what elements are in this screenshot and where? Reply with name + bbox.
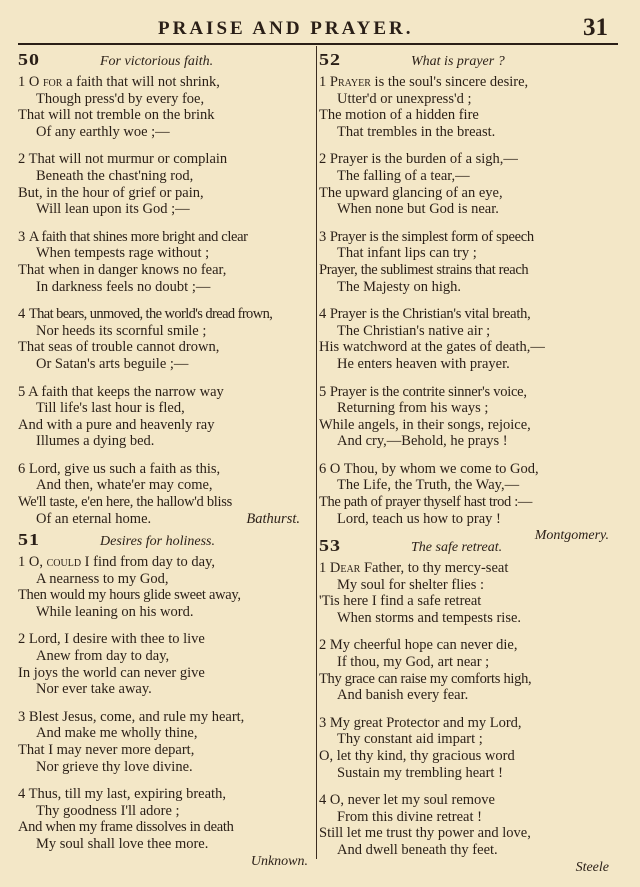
verse-line: Though press'd by every foe,	[36, 90, 205, 107]
hymn-number: 50	[18, 50, 40, 70]
stanza	[319, 151, 615, 217]
hymn-number: 51	[18, 530, 40, 550]
page-header	[0, 0, 640, 44]
verse-line: 'Tis here I find a safe retreat	[319, 593, 482, 610]
verse-line: The Christian's native air ;	[337, 322, 491, 339]
stanza	[18, 709, 314, 775]
verse-line: Of an eternal home. Bathurst.	[36, 510, 300, 527]
page-number: 31	[583, 14, 608, 41]
verse-line: If thou, my God, art near ;	[337, 653, 490, 670]
stanza	[319, 715, 615, 781]
verse-number: 3	[18, 708, 26, 725]
verse-number: 4	[18, 786, 26, 803]
verse-number: 2	[319, 151, 327, 168]
verse-line: My soul for shelter flies :	[337, 576, 484, 593]
verse-line: And dwell beneath thy feet.	[337, 841, 498, 858]
verse-line: Nor heeds its scornful smile ;	[36, 322, 207, 339]
hymn-author: Montgomery.	[534, 528, 609, 544]
verse-line: While leaning on his word.	[36, 603, 194, 620]
verse-line: 3 Blest Jesus, come, and rule my heart,	[18, 708, 245, 725]
verse-line: Thy goodness I'll adore ;	[36, 802, 180, 819]
verse-line: 2 My cheerful hope can never die,	[319, 637, 518, 654]
hymn-heading	[319, 534, 615, 560]
verse-line: That I may never more depart,	[18, 741, 195, 758]
hymn-number: 52	[319, 50, 341, 70]
hymn-number: 53	[319, 536, 341, 556]
verse-number: 5	[18, 383, 26, 400]
stanza	[18, 384, 314, 450]
verse-line: The falling of a tear,—	[337, 167, 470, 184]
verse-number: 6	[18, 460, 26, 477]
stanza	[18, 554, 314, 620]
verse-line: Thy constant aid impart ;	[337, 731, 483, 748]
running-title: PRAISE AND PRAYER.	[158, 18, 414, 39]
header-rule	[18, 43, 618, 45]
verse-line: We'll taste, e'en here, the hallow'd bliss	[18, 494, 232, 511]
verse-line: 1 Prayer is the soul's sincere desire,	[319, 74, 529, 90]
hymn-author: Unknown.	[250, 853, 308, 869]
verse-line: Then would my hours glide sweet away,	[18, 587, 241, 604]
hymn-author: Bathurst.	[246, 510, 300, 527]
column-divider	[316, 46, 317, 859]
verse-number: 6	[319, 460, 327, 477]
verse-line: He enters heaven with prayer.	[337, 355, 510, 372]
hymn-theme: Desires for holiness.	[100, 534, 215, 549]
verse-line: Thy grace can raise my comforts high,	[319, 670, 532, 687]
verse-line: 1 O, could I find from day to day,	[18, 554, 216, 570]
verse-number: 2	[18, 151, 26, 168]
verse-line: And cry,—Behold, he prays !	[337, 433, 508, 450]
verse-line: Of any earthly woe ;—	[36, 123, 170, 140]
verse-line: 6 O Thou, by whom we come to God,	[319, 460, 539, 477]
verse-line: Returning from his ways ;	[337, 400, 489, 417]
verse-line: Beneath the chast'ning rod,	[36, 167, 194, 184]
verse-line: 4 That bears, unmoved, the world's dread frown,	[18, 306, 273, 323]
hymn-51	[18, 528, 314, 870]
hymn-heading	[18, 528, 314, 554]
first-words: O, could	[28, 554, 82, 570]
verse-line: My soul shall love thee more.	[36, 835, 209, 852]
stanza	[319, 384, 615, 450]
verse-line: And when my frame dissolves in death	[18, 819, 234, 836]
verse-line: That trembles in the breast.	[337, 123, 496, 140]
stanza	[18, 229, 314, 295]
verse-number: 3	[319, 228, 327, 245]
hymn-53	[319, 534, 615, 876]
stanza	[18, 461, 314, 527]
verse-line: A nearness to my God,	[36, 570, 169, 587]
stanza	[18, 631, 314, 697]
verse-number: 1	[18, 554, 26, 570]
verse-line: Illumes a dying bed.	[36, 433, 155, 450]
verse-line: The Majesty on high.	[337, 278, 462, 295]
verse-line: 1 Dear Father, to thy mercy-seat	[319, 560, 509, 576]
stanza	[319, 74, 615, 140]
verse-line: Anew from day to day,	[36, 647, 170, 664]
verse-line: That seas of trouble cannot drown,	[18, 339, 220, 356]
verse-number: 2	[18, 631, 26, 648]
verse-line: And make me wholly thine,	[36, 725, 198, 742]
verse-line: 4 Prayer is the Christian's vital breath,	[319, 306, 531, 323]
verse-line: 2 Prayer is the burden of a sigh,—	[319, 151, 518, 168]
stanza	[319, 306, 615, 372]
verse-line: 3 A faith that shines more bright and clear	[18, 228, 248, 245]
verse-line: 1 O for a faith that will not shrink,	[18, 74, 220, 90]
verse-line: And then, whate'er may come,	[36, 477, 213, 494]
verse-line: When none but God is near.	[337, 201, 499, 218]
verse-line: 3 My great Protector and my Lord,	[319, 714, 522, 731]
verse-line: 6 Lord, give us such a faith as this,	[18, 460, 221, 477]
verse-line: And with a pure and heavenly ray	[18, 416, 215, 433]
verse-line: Nor grieve thy love divine.	[36, 758, 193, 775]
hymn-52	[319, 48, 615, 544]
stanza	[319, 637, 615, 703]
verse-line: In joys the world can never give	[18, 664, 205, 681]
verse-number: 4	[319, 792, 327, 809]
hymn-theme: What is prayer ?	[411, 54, 505, 69]
stanza	[18, 151, 314, 217]
verse-number: 5	[319, 383, 327, 400]
verse-line: Utter'd or unexpress'd ;	[337, 90, 472, 107]
first-words: O for	[28, 74, 63, 90]
verse-line: While angels, in their songs, rejoice,	[319, 416, 531, 433]
verse-number: 3	[18, 228, 26, 245]
verse-line: His watchword at the gates of death,—	[319, 339, 545, 356]
verse-line: And banish every fear.	[337, 687, 469, 704]
verse-number: 1	[319, 74, 327, 90]
stanza	[319, 792, 615, 858]
verse-line: 3 Prayer is the simplest form of speech	[319, 228, 534, 245]
verse-line: Will lean upon its God ;—	[36, 201, 190, 218]
verse-line: When tempests rage without ;	[36, 245, 210, 262]
verse-number: 1	[18, 74, 26, 90]
verse-line: Sustain my trembling heart !	[337, 764, 503, 781]
verse-line: But, in the hour of grief or pain,	[18, 184, 204, 201]
verse-line: The upward glancing of an eye,	[319, 184, 503, 201]
verse-line: That infant lips can try ;	[337, 245, 477, 262]
verse-number: 4	[18, 306, 26, 323]
stanza	[319, 560, 615, 626]
verse-line: 5 Prayer is the contrite sinner's voice,	[319, 383, 527, 400]
hymn-theme: The safe retreat.	[411, 540, 503, 555]
verse-line: That will not tremble on the brink	[18, 107, 215, 124]
verse-number: 2	[319, 637, 327, 654]
verse-line: 2 That will not murmur or complain	[18, 151, 228, 168]
verse-line: The motion of a hidden fire	[319, 107, 479, 124]
verse-line: When storms and tempests rise.	[337, 609, 522, 626]
verse-line: Still let me trust thy power and love,	[319, 825, 531, 842]
verse-number: 3	[319, 714, 327, 731]
verse-number: 1	[319, 560, 327, 576]
verse-line: That when in danger knows no fear,	[18, 261, 227, 278]
stanza	[18, 786, 314, 852]
verse-line: The path of prayer thyself hast trod :—	[319, 494, 533, 511]
stanza	[319, 461, 615, 527]
verse-line: Lord, teach us how to pray !	[337, 510, 501, 527]
verse-number: 4	[319, 306, 327, 323]
verse-line: In darkness feels no doubt ;—	[36, 278, 211, 295]
hymn-theme: For victorious faith.	[100, 54, 214, 69]
stanza	[18, 306, 314, 372]
verse-line: Nor ever take away.	[36, 681, 152, 698]
verse-line: O, let thy kind, thy gracious word	[319, 747, 515, 764]
hymn-heading	[18, 48, 314, 74]
verse-line: Prayer, the sublimest strains that reach	[319, 261, 529, 278]
first-words: Dear	[329, 560, 361, 576]
verse-line: Till life's last hour is fled,	[36, 400, 185, 417]
hymn-50	[18, 48, 314, 527]
verse-line: From this divine retreat !	[337, 808, 482, 825]
hymn-author: Steele	[575, 859, 609, 875]
verse-line: The Life, the Truth, the Way,—	[337, 477, 520, 494]
verse-line: 2 Lord, I desire with thee to live	[18, 631, 205, 648]
stanza	[319, 229, 615, 295]
first-words: Prayer	[329, 74, 371, 90]
verse-line: Or Satan's arts beguile ;—	[36, 355, 189, 372]
hymn-heading	[319, 48, 615, 74]
verse-line: 4 Thus, till my last, expiring breath,	[18, 786, 226, 803]
stanza	[18, 74, 314, 140]
verse-line: 5 A faith that keeps the narrow way	[18, 383, 224, 400]
verse-line: 4 O, never let my soul remove	[319, 792, 495, 809]
